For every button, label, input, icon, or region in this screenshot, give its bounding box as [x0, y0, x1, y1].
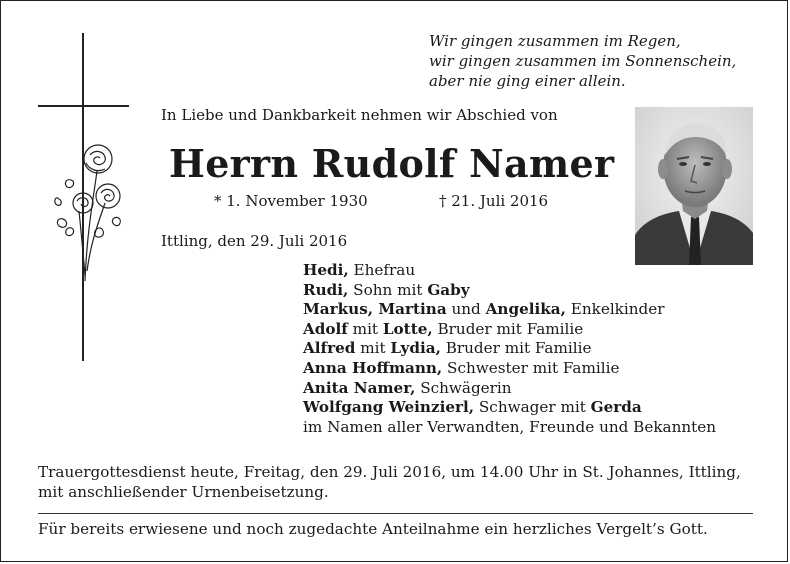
mourners-list	[303, 261, 716, 437]
mourner-line: Wolfgang Weinzierl, Schwager mit Gerda	[303, 398, 642, 417]
quote-line: aber nie ging einer allein.	[429, 72, 626, 90]
service-info: Trauergottesdienst heute, Freitag, den 29. Juli 2016, um 14.00 Uhr in St. Johannes, Ittling, mit anschließender Urnenbeisetzung.	[38, 463, 741, 501]
birth-date: * 1. November 1930	[214, 192, 368, 210]
death-date: † 21. Juli 2016	[439, 192, 549, 210]
mourner-line: Anita Namer, Schwägerin	[303, 378, 512, 397]
divider	[38, 513, 753, 514]
mourner-line: Adolf mit Lotte, Bruder mit Familie	[303, 319, 584, 338]
quote	[429, 31, 736, 91]
place-date: Ittling, den 29. Juli 2016	[161, 232, 348, 250]
quote-line: wir gingen zusammen im Sonnenschein,	[429, 52, 737, 70]
mourner-line: Markus, Martina und Angelika, Enkelkinder	[303, 300, 665, 319]
deceased-name: Herrn Rudolf Namer	[169, 141, 615, 186]
portrait-photo	[635, 107, 753, 265]
cross-bar	[38, 105, 129, 107]
mourner-line: Hedi, Ehefrau	[303, 261, 416, 279]
mourner-line: Rudi, Sohn mit Gaby	[303, 280, 470, 299]
mourner-line: Anna Hoffmann, Schwester mit Familie	[303, 358, 620, 377]
thanks-text: Für bereits erwiesene und noch zugedachte Anteilnahme ein herzliches Vergelt’s Gott.	[38, 520, 708, 538]
mourner-line: im Namen aller Verwandten, Freunde und Bekannten	[303, 417, 717, 436]
roses-icon	[53, 141, 125, 281]
mourner-line: Alfred mit Lydia, Bruder mit Familie	[303, 339, 592, 358]
intro-text: In Liebe und Dankbarkeit nehmen wir Abschied von	[161, 106, 558, 124]
quote-line: Wir gingen zusammen im Regen,	[429, 32, 681, 50]
